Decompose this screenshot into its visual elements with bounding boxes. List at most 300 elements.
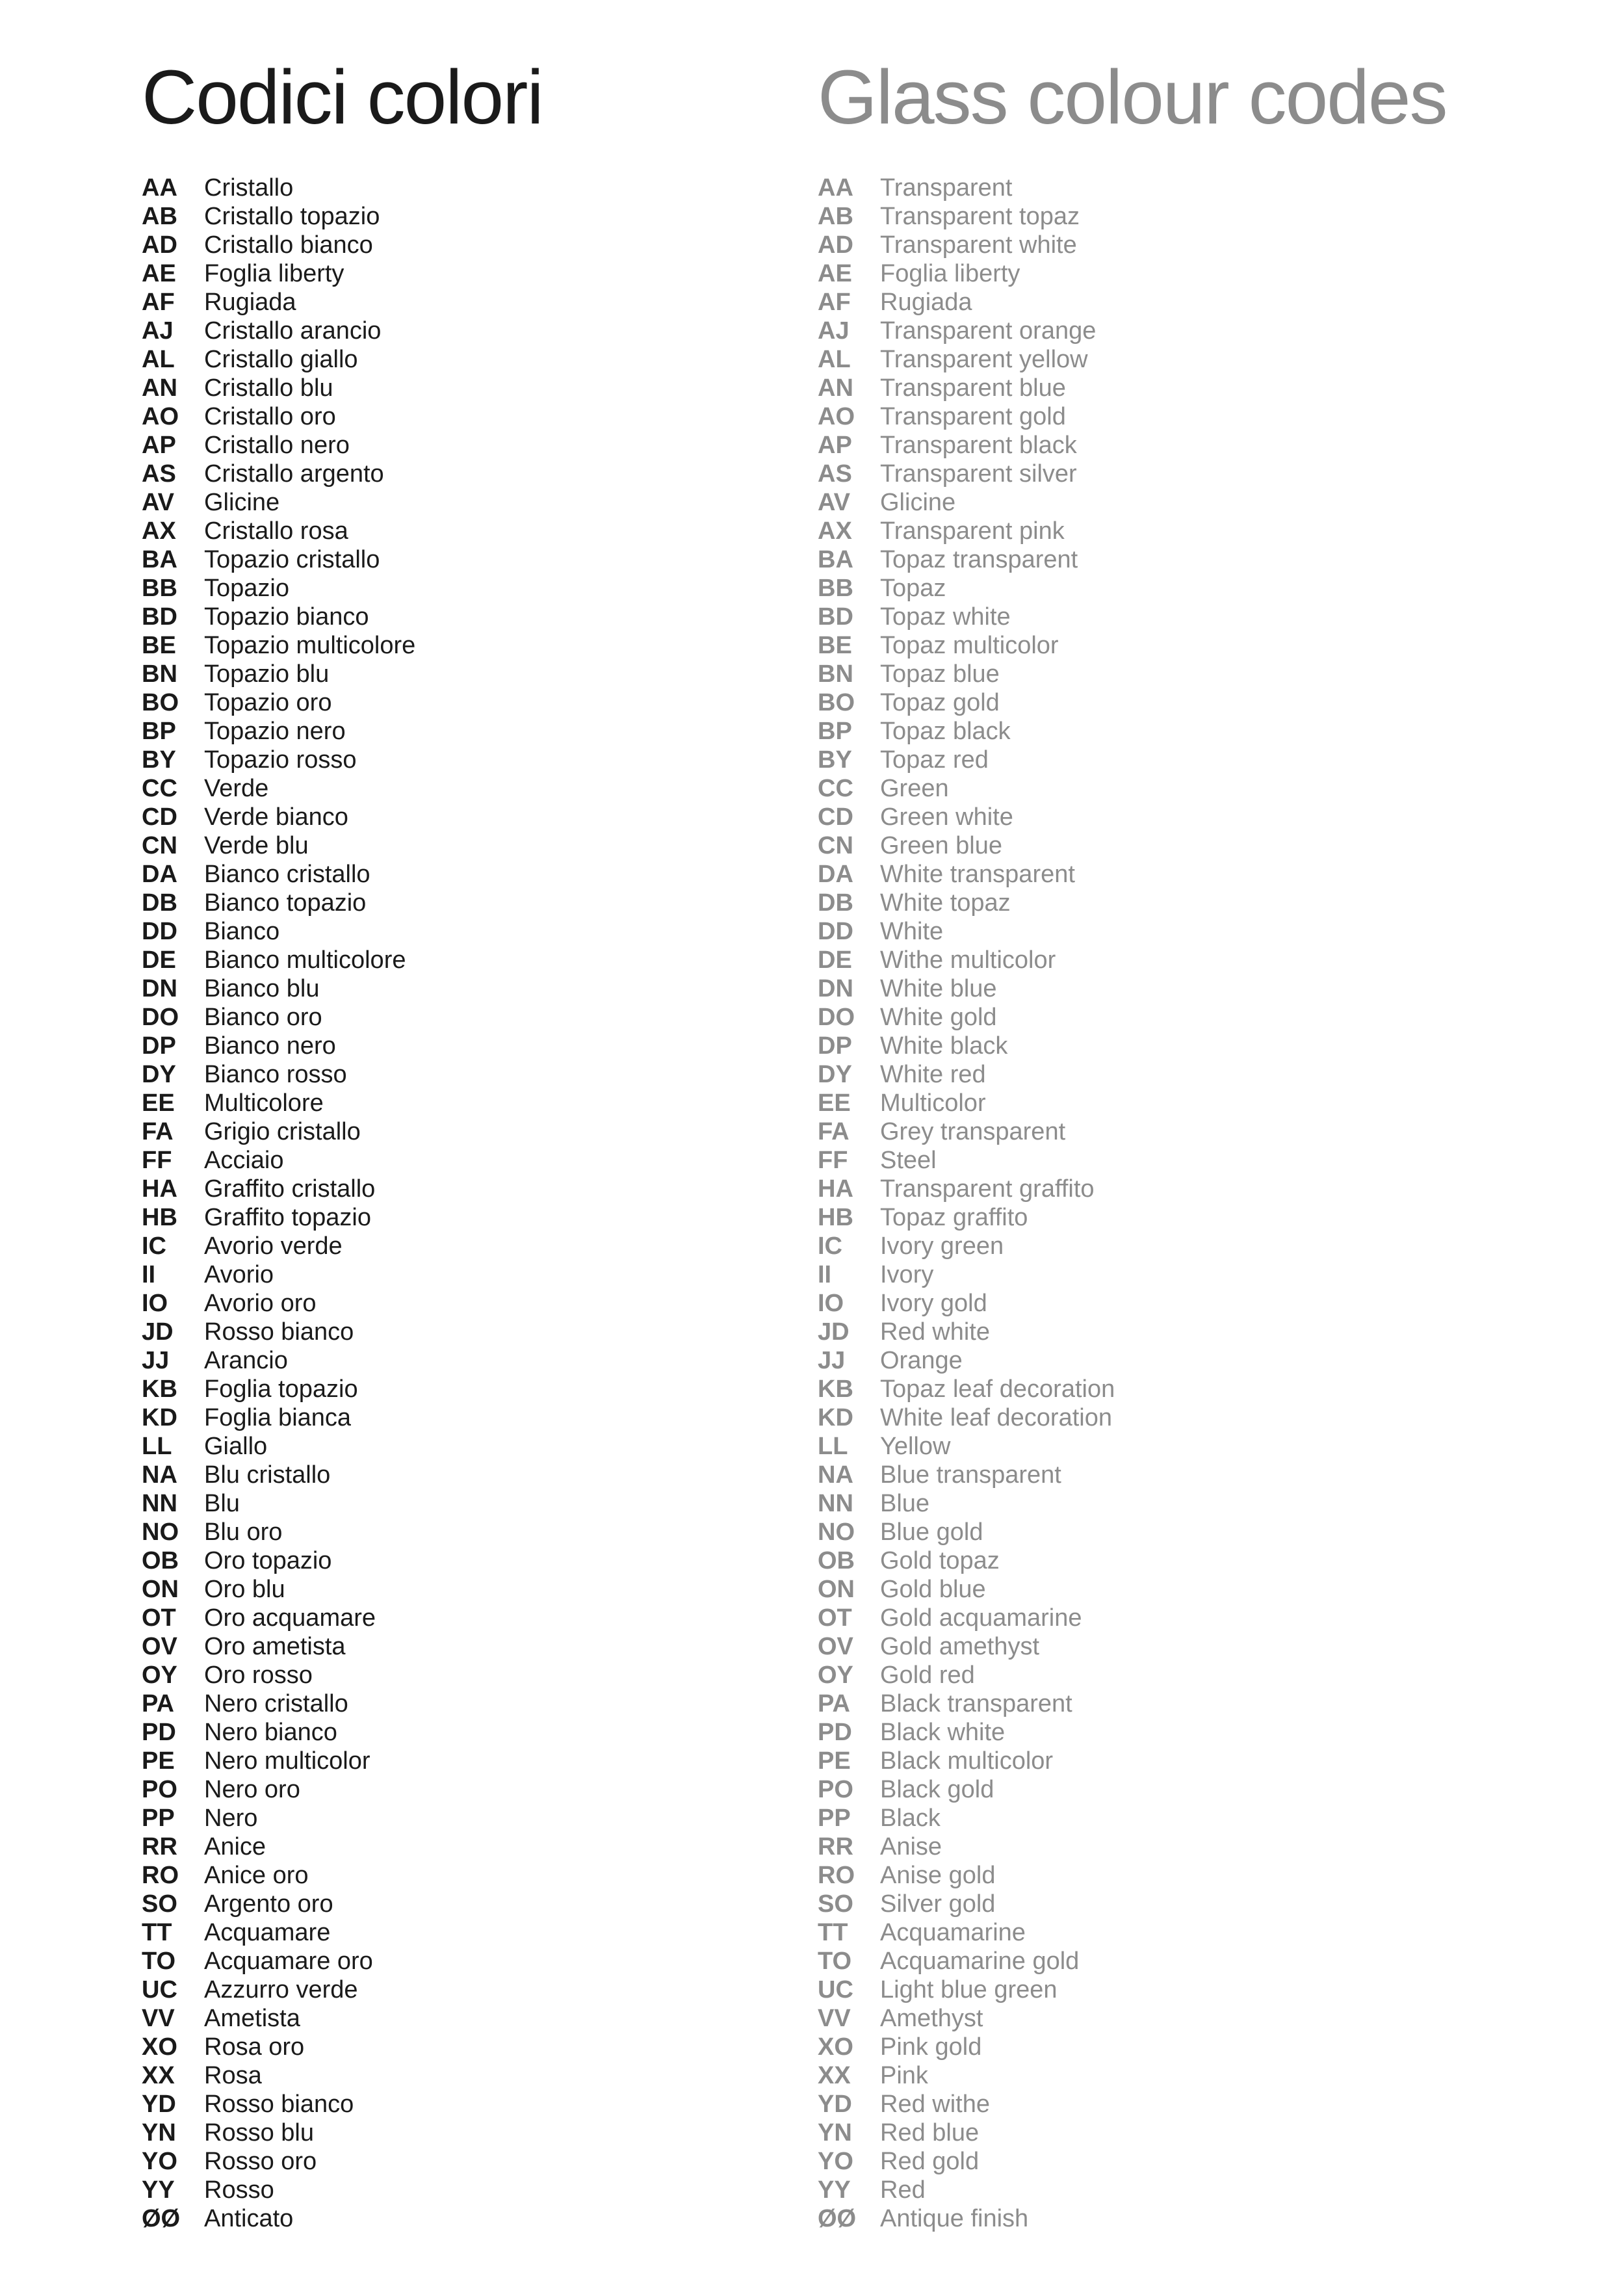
colour-code: DO [818, 1004, 855, 1031]
colour-name: Transparent orange [880, 317, 1097, 345]
colour-code: BN [818, 660, 853, 688]
colour-code: DA [142, 861, 177, 888]
colour-name: Verde bianco [204, 803, 348, 831]
colour-code: PP [142, 1805, 175, 1832]
colour-name: Rugiada [204, 289, 296, 316]
colour-code: TO [142, 1948, 176, 1975]
colour-code: DP [142, 1032, 176, 1060]
colour-name: Glicine [880, 489, 956, 516]
colour-name: Bianco nero [204, 1032, 336, 1060]
colour-name: Transparent yellow [880, 346, 1088, 373]
colour-code: LL [818, 1433, 848, 1460]
code-row [818, 1861, 1115, 1890]
colour-name: Topazio rosso [204, 746, 357, 774]
code-row [142, 946, 415, 974]
colour-code: OV [818, 1633, 853, 1660]
colour-name: Transparent pink [880, 517, 1065, 545]
colour-code: AE [818, 260, 852, 287]
colour-name: Anice oro [204, 1862, 309, 1889]
colour-code: AN [142, 374, 177, 402]
code-row [818, 1375, 1115, 1403]
colour-code: BE [818, 632, 852, 659]
colour-name: Rosso bianco [204, 1318, 354, 1346]
colour-code: IO [142, 1290, 168, 1317]
code-row [142, 2119, 415, 2147]
colour-name: Topazio cristallo [204, 546, 380, 573]
code-row [818, 946, 1115, 974]
code-row [818, 717, 1115, 746]
colour-code: BA [818, 546, 853, 573]
code-row [818, 2147, 1115, 2176]
code-row [818, 317, 1115, 345]
colour-name: Orange [880, 1347, 963, 1374]
colour-name: Cristallo topazio [204, 203, 380, 230]
colour-code: BO [142, 689, 179, 716]
colour-name: White [880, 918, 944, 945]
colour-name: Avorio oro [204, 1290, 317, 1317]
colour-code: RR [818, 1833, 853, 1860]
code-row [142, 1289, 415, 1318]
colour-code: PE [818, 1747, 851, 1775]
code-row [142, 202, 415, 231]
colour-code: AA [142, 174, 177, 202]
colour-code: AX [818, 517, 852, 545]
code-row [818, 1804, 1115, 1833]
code-row [142, 1861, 415, 1890]
code-row [818, 2061, 1115, 2090]
code-row [818, 2119, 1115, 2147]
code-row [818, 1947, 1115, 1976]
colour-name: Gold amethyst [880, 1633, 1039, 1660]
colour-name: Oro topazio [204, 1547, 332, 1574]
colour-name: Rugiada [880, 289, 972, 316]
colour-code: IC [818, 1233, 842, 1260]
colour-name: Cristallo blu [204, 374, 333, 402]
colour-code: AF [818, 289, 851, 316]
code-row [818, 1032, 1115, 1060]
colour-name: Antique finish [880, 2205, 1029, 2232]
colour-code: AB [818, 203, 853, 230]
colour-code: BY [818, 746, 852, 774]
colour-code: AP [142, 432, 176, 459]
code-row [142, 1604, 415, 1632]
colour-code: ON [142, 1576, 179, 1603]
colour-name: Foglia liberty [204, 260, 344, 287]
code-row [142, 1003, 415, 1032]
colour-code: PE [142, 1747, 175, 1775]
colour-name: Bianco blu [204, 975, 320, 1002]
colour-name: Foglia liberty [880, 260, 1020, 287]
code-row [142, 1718, 415, 1747]
code-row [142, 2061, 415, 2090]
colour-name: Nero cristallo [204, 1690, 348, 1717]
colour-code: PA [142, 1690, 174, 1717]
colour-name: Grigio cristallo [204, 1118, 361, 1145]
colour-name: Multicolore [204, 1089, 324, 1117]
colour-code: SO [818, 1890, 853, 1918]
code-row [142, 1175, 415, 1203]
colour-name: Transparent black [880, 432, 1077, 459]
colour-name: Cristallo giallo [204, 346, 358, 373]
colour-name: Ametista [204, 2005, 300, 2032]
colour-name: White red [880, 1061, 986, 1088]
colour-code: CD [142, 803, 177, 831]
code-row [818, 1775, 1115, 1804]
colour-code: DY [818, 1061, 852, 1088]
code-row [142, 717, 415, 746]
colour-name: Bianco oro [204, 1004, 322, 1031]
code-row [142, 259, 415, 288]
code-row [818, 1117, 1115, 1146]
colour-code: YD [142, 2091, 176, 2118]
colour-name: Acciaio [204, 1147, 284, 1174]
colour-name: Black gold [880, 1776, 994, 1803]
code-row [142, 1947, 415, 1976]
colour-code: OY [818, 1662, 853, 1689]
italian-code-list [142, 174, 415, 2233]
code-row [818, 460, 1115, 488]
colour-name: White leaf decoration [880, 1404, 1112, 1431]
colour-name: Grey transparent [880, 1118, 1066, 1145]
code-row [142, 917, 415, 946]
colour-code: JJ [142, 1347, 170, 1374]
code-row [142, 488, 415, 517]
code-row [818, 1747, 1115, 1775]
colour-code: AL [142, 346, 175, 373]
colour-name: Topazio oro [204, 689, 332, 716]
colour-code: YN [818, 2119, 852, 2146]
colour-name: Topaz [880, 575, 946, 602]
code-row [818, 688, 1115, 717]
code-row [142, 1232, 415, 1260]
colour-name: Bianco rosso [204, 1061, 347, 1088]
colour-name: Green white [880, 803, 1013, 831]
code-row [818, 1232, 1115, 1260]
colour-code: RO [142, 1862, 179, 1889]
colour-code: II [818, 1261, 832, 1288]
colour-code: JD [142, 1318, 174, 1346]
colour-name: Ivory green [880, 1233, 1004, 1260]
colour-name: Cristallo [204, 174, 294, 202]
colour-name: Ivory gold [880, 1290, 987, 1317]
colour-code: NN [818, 1490, 853, 1517]
colour-code: FA [142, 1118, 174, 1145]
colour-code: DB [818, 889, 853, 917]
code-row [142, 1775, 415, 1804]
colour-code: KD [818, 1404, 853, 1431]
colour-code: AF [142, 289, 175, 316]
code-row [818, 2204, 1115, 2233]
colour-code: CC [142, 775, 177, 802]
code-row [818, 231, 1115, 259]
code-row [142, 431, 415, 460]
colour-name: Avorio [204, 1261, 274, 1288]
code-row [142, 345, 415, 374]
code-row [818, 1918, 1115, 1947]
code-row [818, 1260, 1115, 1289]
code-row [142, 288, 415, 317]
code-row [142, 746, 415, 774]
code-row [142, 231, 415, 259]
code-row [142, 1146, 415, 1175]
code-row [818, 1346, 1115, 1375]
code-row [818, 803, 1115, 831]
colour-name: Foglia bianca [204, 1404, 352, 1431]
colour-name: Black multicolor [880, 1747, 1054, 1775]
colour-code: LL [142, 1433, 172, 1460]
colour-code: HA [818, 1175, 853, 1203]
colour-code: YN [142, 2119, 176, 2146]
colour-code: CC [818, 775, 853, 802]
colour-name: Green [880, 775, 949, 802]
code-row [818, 889, 1115, 917]
colour-name: Rosso blu [204, 2119, 314, 2146]
colour-code: AV [142, 489, 174, 516]
code-row [818, 574, 1115, 603]
code-row [818, 545, 1115, 574]
colour-code: HA [142, 1175, 177, 1203]
code-row [818, 1833, 1115, 1861]
colour-name: Silver gold [880, 1890, 996, 1918]
colour-name: Red [880, 2176, 926, 2204]
colour-name: Blu cristallo [204, 1461, 331, 1489]
colour-code: PD [818, 1719, 852, 1746]
colour-name: Light blue green [880, 1976, 1058, 2003]
colour-name: Graffito topazio [204, 1204, 372, 1231]
colour-name: Glicine [204, 489, 280, 516]
colour-code: JJ [818, 1347, 846, 1374]
colour-name: Transparent white [880, 231, 1077, 259]
code-row [818, 1432, 1115, 1461]
code-row [818, 1461, 1115, 1489]
code-row [818, 1546, 1115, 1575]
colour-name: Blu oro [204, 1519, 283, 1546]
code-row [818, 1060, 1115, 1089]
code-row [818, 1575, 1115, 1604]
colour-code: AD [142, 231, 177, 259]
code-row [142, 889, 415, 917]
colour-code: VV [142, 2005, 175, 2032]
colour-code: PO [818, 1776, 853, 1803]
colour-code: AP [818, 432, 852, 459]
code-row [142, 631, 415, 660]
colour-code: BD [818, 603, 853, 631]
code-row [818, 431, 1115, 460]
colour-code: YY [818, 2176, 851, 2204]
colour-name: Topaz red [880, 746, 989, 774]
colour-name: Anise gold [880, 1862, 996, 1889]
code-row [142, 2147, 415, 2176]
code-row [142, 1403, 415, 1432]
colour-name: Transparent topaz [880, 203, 1080, 230]
code-row [142, 1117, 415, 1146]
code-row [818, 517, 1115, 545]
colour-code: BO [818, 689, 855, 716]
colour-name: Acquamarine [880, 1919, 1026, 1946]
colour-name: Acquamarine gold [880, 1948, 1080, 1975]
colour-code: AA [818, 174, 853, 202]
code-row [142, 174, 415, 202]
colour-code: YY [142, 2176, 175, 2204]
code-row [818, 1403, 1115, 1432]
colour-code: PA [818, 1690, 850, 1717]
colour-code: AD [818, 231, 853, 259]
colour-code: DD [818, 918, 853, 945]
colour-name: Oro acquamare [204, 1604, 376, 1632]
colour-code: YO [818, 2148, 853, 2175]
code-row [142, 317, 415, 345]
colour-code: AO [818, 403, 855, 430]
code-row [142, 574, 415, 603]
code-row [142, 402, 415, 431]
colour-code: FF [142, 1147, 172, 1174]
code-row [142, 1461, 415, 1489]
colour-name: Red withe [880, 2091, 990, 2118]
colour-code: OY [142, 1662, 177, 1689]
code-row [142, 1575, 415, 1604]
code-row [818, 746, 1115, 774]
colour-name: White topaz [880, 889, 1011, 917]
code-row [818, 374, 1115, 402]
code-row [818, 1289, 1115, 1318]
colour-code: RO [818, 1862, 855, 1889]
code-row [142, 1260, 415, 1289]
colour-code: PO [142, 1776, 177, 1803]
code-row [142, 2204, 415, 2233]
code-row [818, 1318, 1115, 1346]
colour-name: Rosa oro [204, 2033, 305, 2061]
code-row [142, 1918, 415, 1947]
code-row [142, 1976, 415, 2004]
code-row [818, 288, 1115, 317]
code-row [142, 2090, 415, 2119]
colour-code: DN [142, 975, 177, 1002]
colour-name: Transparent silver [880, 460, 1077, 488]
code-row [818, 917, 1115, 946]
colour-name: Topazio [204, 575, 289, 602]
colour-code: UC [818, 1976, 853, 2003]
code-row [818, 2090, 1115, 2119]
code-row [142, 803, 415, 831]
colour-name: Acquamare oro [204, 1948, 373, 1975]
code-row [818, 831, 1115, 860]
colour-name: Nero oro [204, 1776, 300, 1803]
colour-name: Steel [880, 1147, 937, 1174]
colour-name: Verde [204, 775, 269, 802]
code-row [142, 1060, 415, 1089]
colour-code: BD [142, 603, 177, 631]
colour-code: ØØ [818, 2205, 857, 2232]
colour-code: IC [142, 1233, 166, 1260]
colour-code: VV [818, 2005, 851, 2032]
colour-name: Cristallo arancio [204, 317, 382, 345]
colour-code: RR [142, 1833, 177, 1860]
colour-name: Nero [204, 1805, 258, 1832]
code-row [142, 374, 415, 402]
colour-code: CN [142, 832, 177, 859]
code-row [818, 2033, 1115, 2061]
colour-code: AV [818, 489, 850, 516]
colour-code: ØØ [142, 2205, 181, 2232]
colour-code: BN [142, 660, 177, 688]
colour-name: Rosso [204, 2176, 274, 2204]
code-row [818, 1890, 1115, 1918]
code-row [818, 1518, 1115, 1546]
code-row [818, 2004, 1115, 2033]
colour-code: OT [818, 1604, 852, 1632]
colour-name: Topaz blue [880, 660, 1000, 688]
colour-code: DY [142, 1061, 176, 1088]
colour-name: Black transparent [880, 1690, 1072, 1717]
colour-name: Giallo [204, 1433, 268, 1460]
colour-name: Graffito cristallo [204, 1175, 376, 1203]
colour-code: AX [142, 517, 176, 545]
colour-name: Transparent graffito [880, 1175, 1095, 1203]
colour-code: CD [818, 803, 853, 831]
colour-name: Azzurro verde [204, 1976, 358, 2003]
colour-code: BY [142, 746, 176, 774]
code-row [818, 1003, 1115, 1032]
english-title: Glass colour codes [818, 55, 1447, 140]
code-row [818, 259, 1115, 288]
colour-name: Red gold [880, 2148, 980, 2175]
colour-code: OT [142, 1604, 176, 1632]
code-row [818, 1604, 1115, 1632]
colour-code: YO [142, 2148, 177, 2175]
colour-name: Amethyst [880, 2005, 983, 2032]
colour-code: PP [818, 1805, 851, 1832]
colour-code: TO [818, 1948, 852, 1975]
colour-name: Blue transparent [880, 1461, 1061, 1489]
code-row [142, 831, 415, 860]
code-row [142, 1318, 415, 1346]
colour-name: Oro rosso [204, 1662, 313, 1689]
code-row [818, 1661, 1115, 1689]
code-row [818, 1976, 1115, 2004]
colour-name: Topazio bianco [204, 603, 369, 631]
colour-name: Topazio nero [204, 718, 346, 745]
colour-code: AO [142, 403, 179, 430]
colour-name: Arancio [204, 1347, 288, 1374]
colour-name: Cristallo rosa [204, 517, 348, 545]
colour-code: FA [818, 1118, 850, 1145]
colour-code: HB [818, 1204, 853, 1231]
colour-name: Gold red [880, 1662, 975, 1689]
colour-code: PD [142, 1719, 176, 1746]
code-row [142, 860, 415, 889]
colour-code: BB [142, 575, 177, 602]
colour-name: Bianco topazio [204, 889, 367, 917]
colour-name: Acquamare [204, 1919, 331, 1946]
colour-name: Cristallo argento [204, 460, 384, 488]
colour-name: Gold topaz [880, 1547, 1000, 1574]
colour-code: DA [818, 861, 853, 888]
code-row [818, 202, 1115, 231]
colour-code: KB [142, 1376, 177, 1403]
code-row [818, 488, 1115, 517]
colour-code: BE [142, 632, 176, 659]
code-row [142, 1890, 415, 1918]
colour-code: AS [142, 460, 176, 488]
code-row [142, 2033, 415, 2061]
colour-code: EE [142, 1089, 175, 1117]
colour-name: Multicolor [880, 1089, 986, 1117]
code-row [142, 1489, 415, 1518]
colour-name: Topaz black [880, 718, 1011, 745]
code-row [142, 1546, 415, 1575]
colour-code: TT [142, 1919, 172, 1946]
colour-name: Cristallo oro [204, 403, 336, 430]
